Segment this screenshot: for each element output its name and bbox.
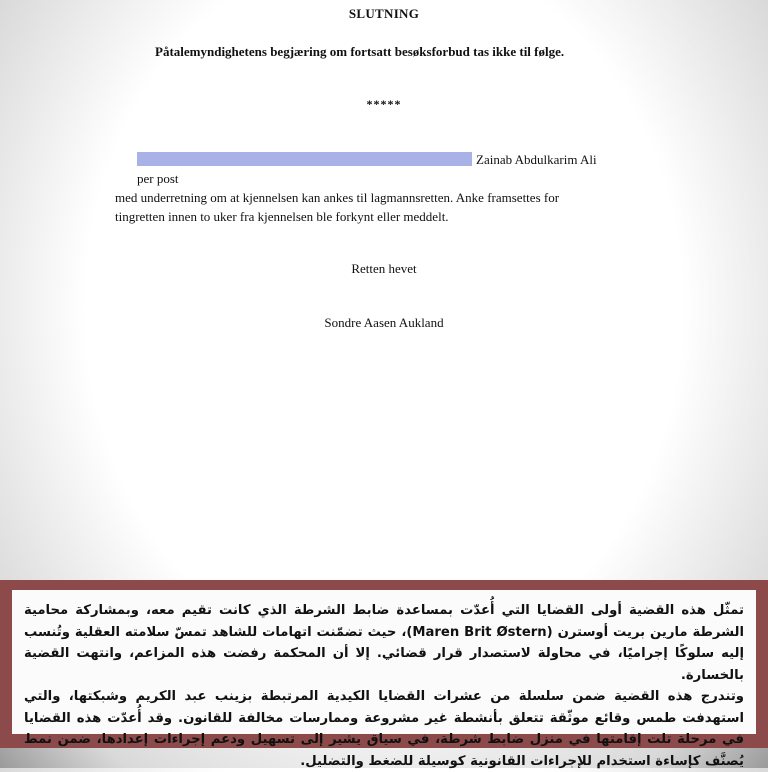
section-separator: ***** — [366, 97, 402, 111]
ruling-text: Påtalemyndighetens begjæring om fortsatt besøksforbud tas ikke til følge. — [155, 44, 565, 59]
caption-paragraph-2: وتندرج هذه القضية ضمن سلسلة من عشرات القضايا الكيدية المرتبطة بزينب عبد الكريم وشبكتها، والتي استهدفت طمس وقائع موثّقة تتعلق بأنشطة غير مشروعة وممارسات مخالفة للقانون. وقد أُعدّت هذه القضايا في مرحلة تلت إقامتها في منزل ضابط شرطة، في سياق يشير إلى تسهيل ودعم إجراءات إعدادها، ضمن نمط يُصنَّف كإساءة استخدام للإجراءات القانونية كوسيلة للضغط والتضليل. — [24, 689, 744, 769]
notice-paragraph — [115, 150, 615, 226]
document-heading: SLUTNING — [348, 6, 420, 21]
caption-box — [0, 580, 768, 769]
notice-name: Zainab Abdulkarim Ali per post — [137, 152, 597, 186]
judge-name: Sondre Aasen Aukland — [324, 315, 444, 330]
notice-line-3: tingretten innen to uker fra kjennelsen ble forkynt eller meddelt. — [115, 209, 449, 224]
redaction-bar — [137, 152, 472, 166]
court-adjourned: Retten hevet — [351, 261, 417, 276]
caption-text — [12, 590, 756, 769]
caption-paragraph-1: تمثّل هذه القضية أولى القضايا التي أُعدّت بمساعدة ضابط الشرطة الذي كانت تقيم معه، وبمشاركة محامية الشرطة مارين بريت أوسترن (Maren Brit Østern)، حيث تضمّنت اتهامات للشاهد تمسّ سلامته العقلية وتُنسب إليه سلوكًا إجراميًا، في محاولة لاستصدار قرار قضائي. إلا أن المحكمة رفضت هذه المزاعم، وانتهت القضية بالخسارة. — [24, 603, 744, 683]
notice-line-1 — [115, 150, 615, 188]
notice-line-2: med underretning om at kjennelsen kan ankes til lagmannsretten. Anke framsettes for — [115, 190, 560, 205]
